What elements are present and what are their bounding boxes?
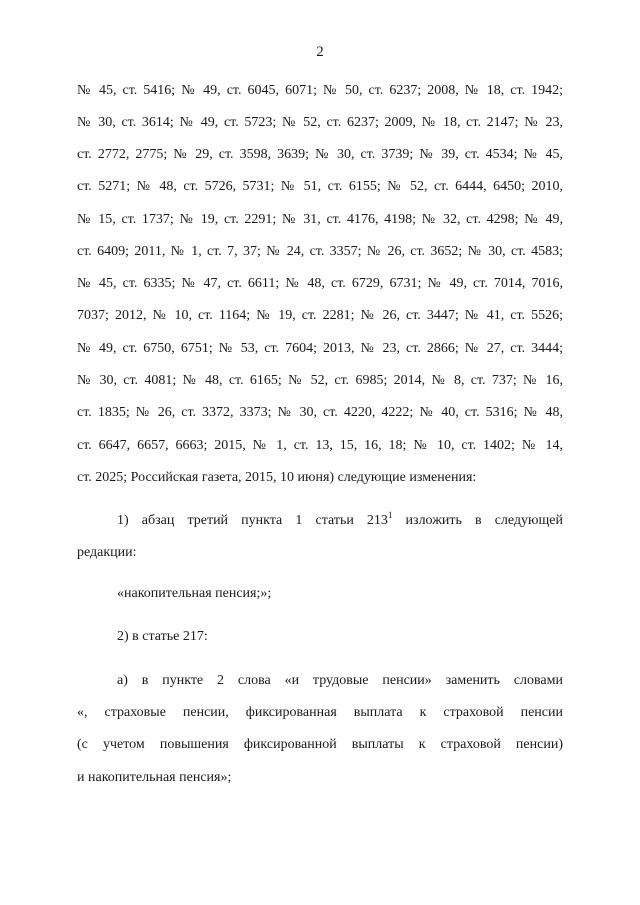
- text-line: ст. 5271; № 48, ст. 5726, 5731; № 51, ст. 6155; № 52, ст. 6444, 6450; 2010,: [77, 179, 563, 194]
- text-line: ст. 2772, 2775; № 29, ст. 3598, 3639; № 30, ст. 3739; № 39, ст. 4534; № 45,: [77, 147, 563, 162]
- item-2-heading: 2) в статье 217:: [117, 629, 208, 644]
- quoted-text: «накопительная пенсия;»;: [117, 586, 272, 601]
- text-line: № 30, ст. 4081; № 48, ст. 6165; № 52, ст. 6985; 2014, № 8, ст. 737; № 16,: [77, 373, 563, 388]
- item-2a-line: и накопительная пенсия»;: [77, 770, 232, 785]
- text-line: № 45, ст. 5416; № 49, ст. 6045, 6071; № 50, ст. 6237; 2008, № 18, ст. 1942;: [77, 83, 563, 98]
- text-line: 7037; 2012, № 10, ст. 1164; № 19, ст. 2281; № 26, ст. 3447; № 41, ст. 5526;: [77, 308, 563, 323]
- text-line: № 30, ст. 3614; № 49, ст. 5723; № 52, ст. 6237; 2009, № 18, ст. 2147; № 23,: [77, 115, 563, 130]
- item-1-superscript: 1: [387, 510, 393, 520]
- text-line: ст. 1835; № 26, ст. 3372, 3373; № 30, ст. 4220, 4222; № 40, ст. 5316; № 48,: [77, 405, 563, 420]
- page-number: 2: [316, 44, 324, 60]
- item-1-text: 1) абзац третий пункта 1 статьи 213: [117, 513, 388, 528]
- text-line: ст. 2025; Российская газета, 2015, 10 июня) следующие изменения:: [77, 470, 477, 485]
- text-line: ст. 6409; 2011, № 1, ст. 7, 37; № 24, ст. 3357; № 26, ст. 3652; № 30, ст. 4583;: [77, 244, 563, 259]
- item-1-line: [117, 512, 563, 530]
- item-2a-line: «, страховые пенсии, фиксированная выплата к страховой пенсии: [77, 705, 563, 720]
- text-line: ст. 6647, 6657, 6663; 2015, № 1, ст. 13, 15, 16, 18; № 10, ст. 1402; № 14,: [77, 438, 563, 453]
- text-line: № 15, ст. 1737; № 19, ст. 2291; № 31, ст. 4176, 4198; № 32, ст. 4298; № 49,: [77, 212, 563, 227]
- text-line: № 49, ст. 6750, 6751; № 53, ст. 7604; 2013, № 23, ст. 2866; № 27, ст. 3444;: [77, 341, 563, 356]
- item-1-continuation: редакции:: [77, 545, 137, 560]
- text-line: № 45, ст. 6335; № 47, ст. 6611; № 48, ст. 6729, 6731; № 49, ст. 7014, 7016,: [77, 276, 563, 291]
- item-2a-line: (с учетом повышения фиксированной выплаты к страховой пенсии): [77, 737, 563, 752]
- item-1-text-after: изложить в следующей: [392, 513, 563, 528]
- item-2a-line: а) в пункте 2 слова «и трудовые пенсии» заменить словами: [117, 673, 563, 688]
